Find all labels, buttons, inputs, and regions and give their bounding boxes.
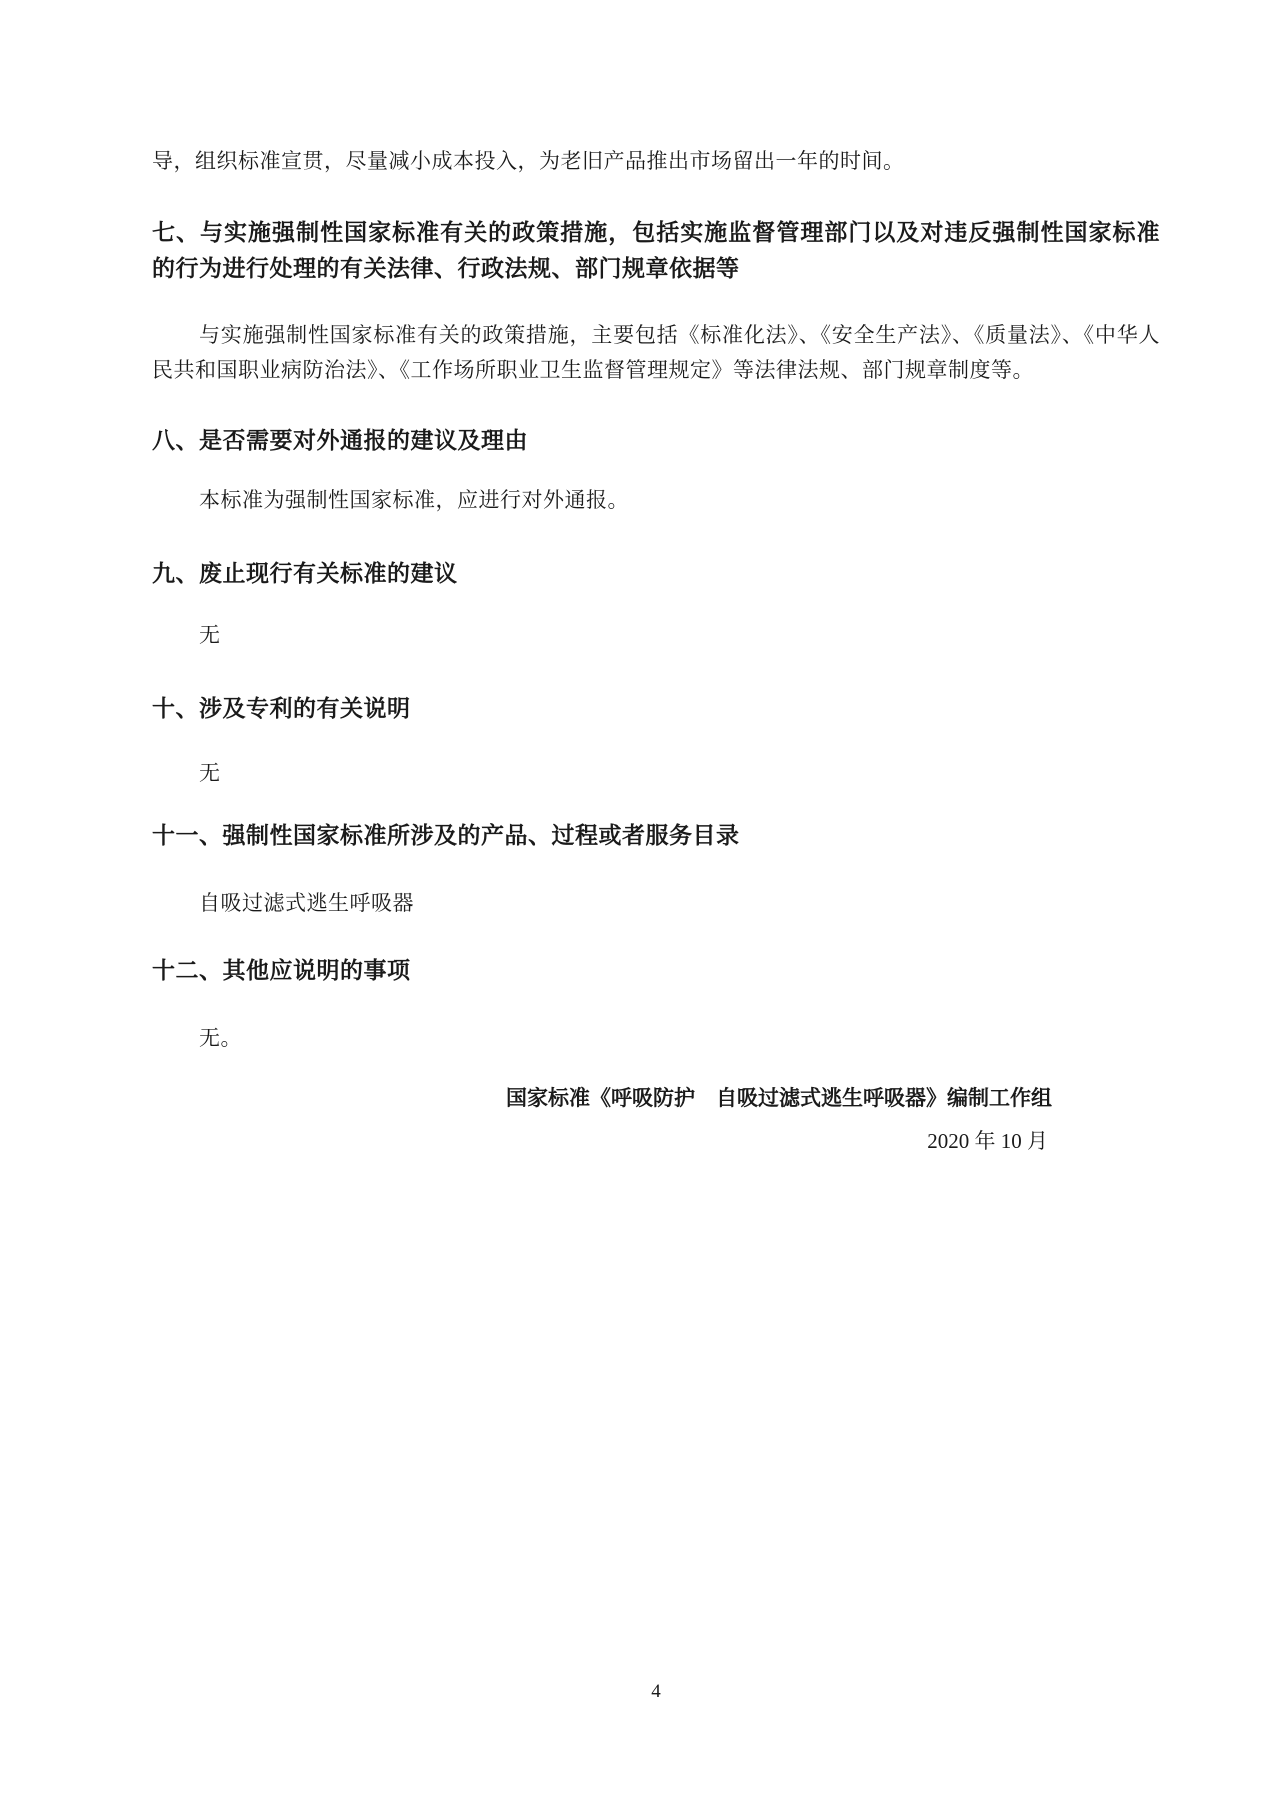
continuation-text: 导，组织标准宣贯，尽量减小成本投入，为老旧产品推出市场留出一年的时间。	[152, 149, 905, 173]
page-number: 4	[651, 1681, 661, 1702]
section-body-12: 无。	[199, 1026, 242, 1050]
section-heading-8: 八、是否需要对外通报的建议及理由	[152, 427, 528, 453]
section-body-11: 自吸过滤式逃生呼吸器	[199, 891, 414, 915]
section-heading-12: 十二、其他应说明的事项	[152, 957, 411, 983]
section-body-7: 与实施强制性国家标准有关的政策措施，主要包括《标准化法》、《安全生产法》、《质量法》、《中华人民共和国职业病防治法》、《工作场所职业卫生监督管理规定》等法律法规、部门规章制度等。	[152, 323, 1160, 382]
section-body-8: 本标准为强制性国家标准，应进行对外通报。	[199, 488, 629, 512]
section-heading-10: 十、涉及专利的有关说明	[152, 695, 411, 721]
date-line: 2020 年 10 月	[927, 1129, 1048, 1153]
section-body-9: 无	[199, 623, 221, 647]
section-body-10: 无	[199, 761, 221, 785]
section-heading-7: 七、与实施强制性国家标准有关的政策措施，包括实施监督管理部门以及对违反强制性国家标准的行为进行处理的有关法律、行政法规、部门规章依据等	[152, 219, 1160, 281]
section-heading-9: 九、废止现行有关标准的建议	[152, 560, 458, 586]
section-heading-11: 十一、强制性国家标准所涉及的产品、过程或者服务目录	[152, 822, 740, 848]
signature-line: 国家标准《呼吸防护 自吸过滤式逃生呼吸器》编制工作组	[506, 1086, 1052, 1110]
